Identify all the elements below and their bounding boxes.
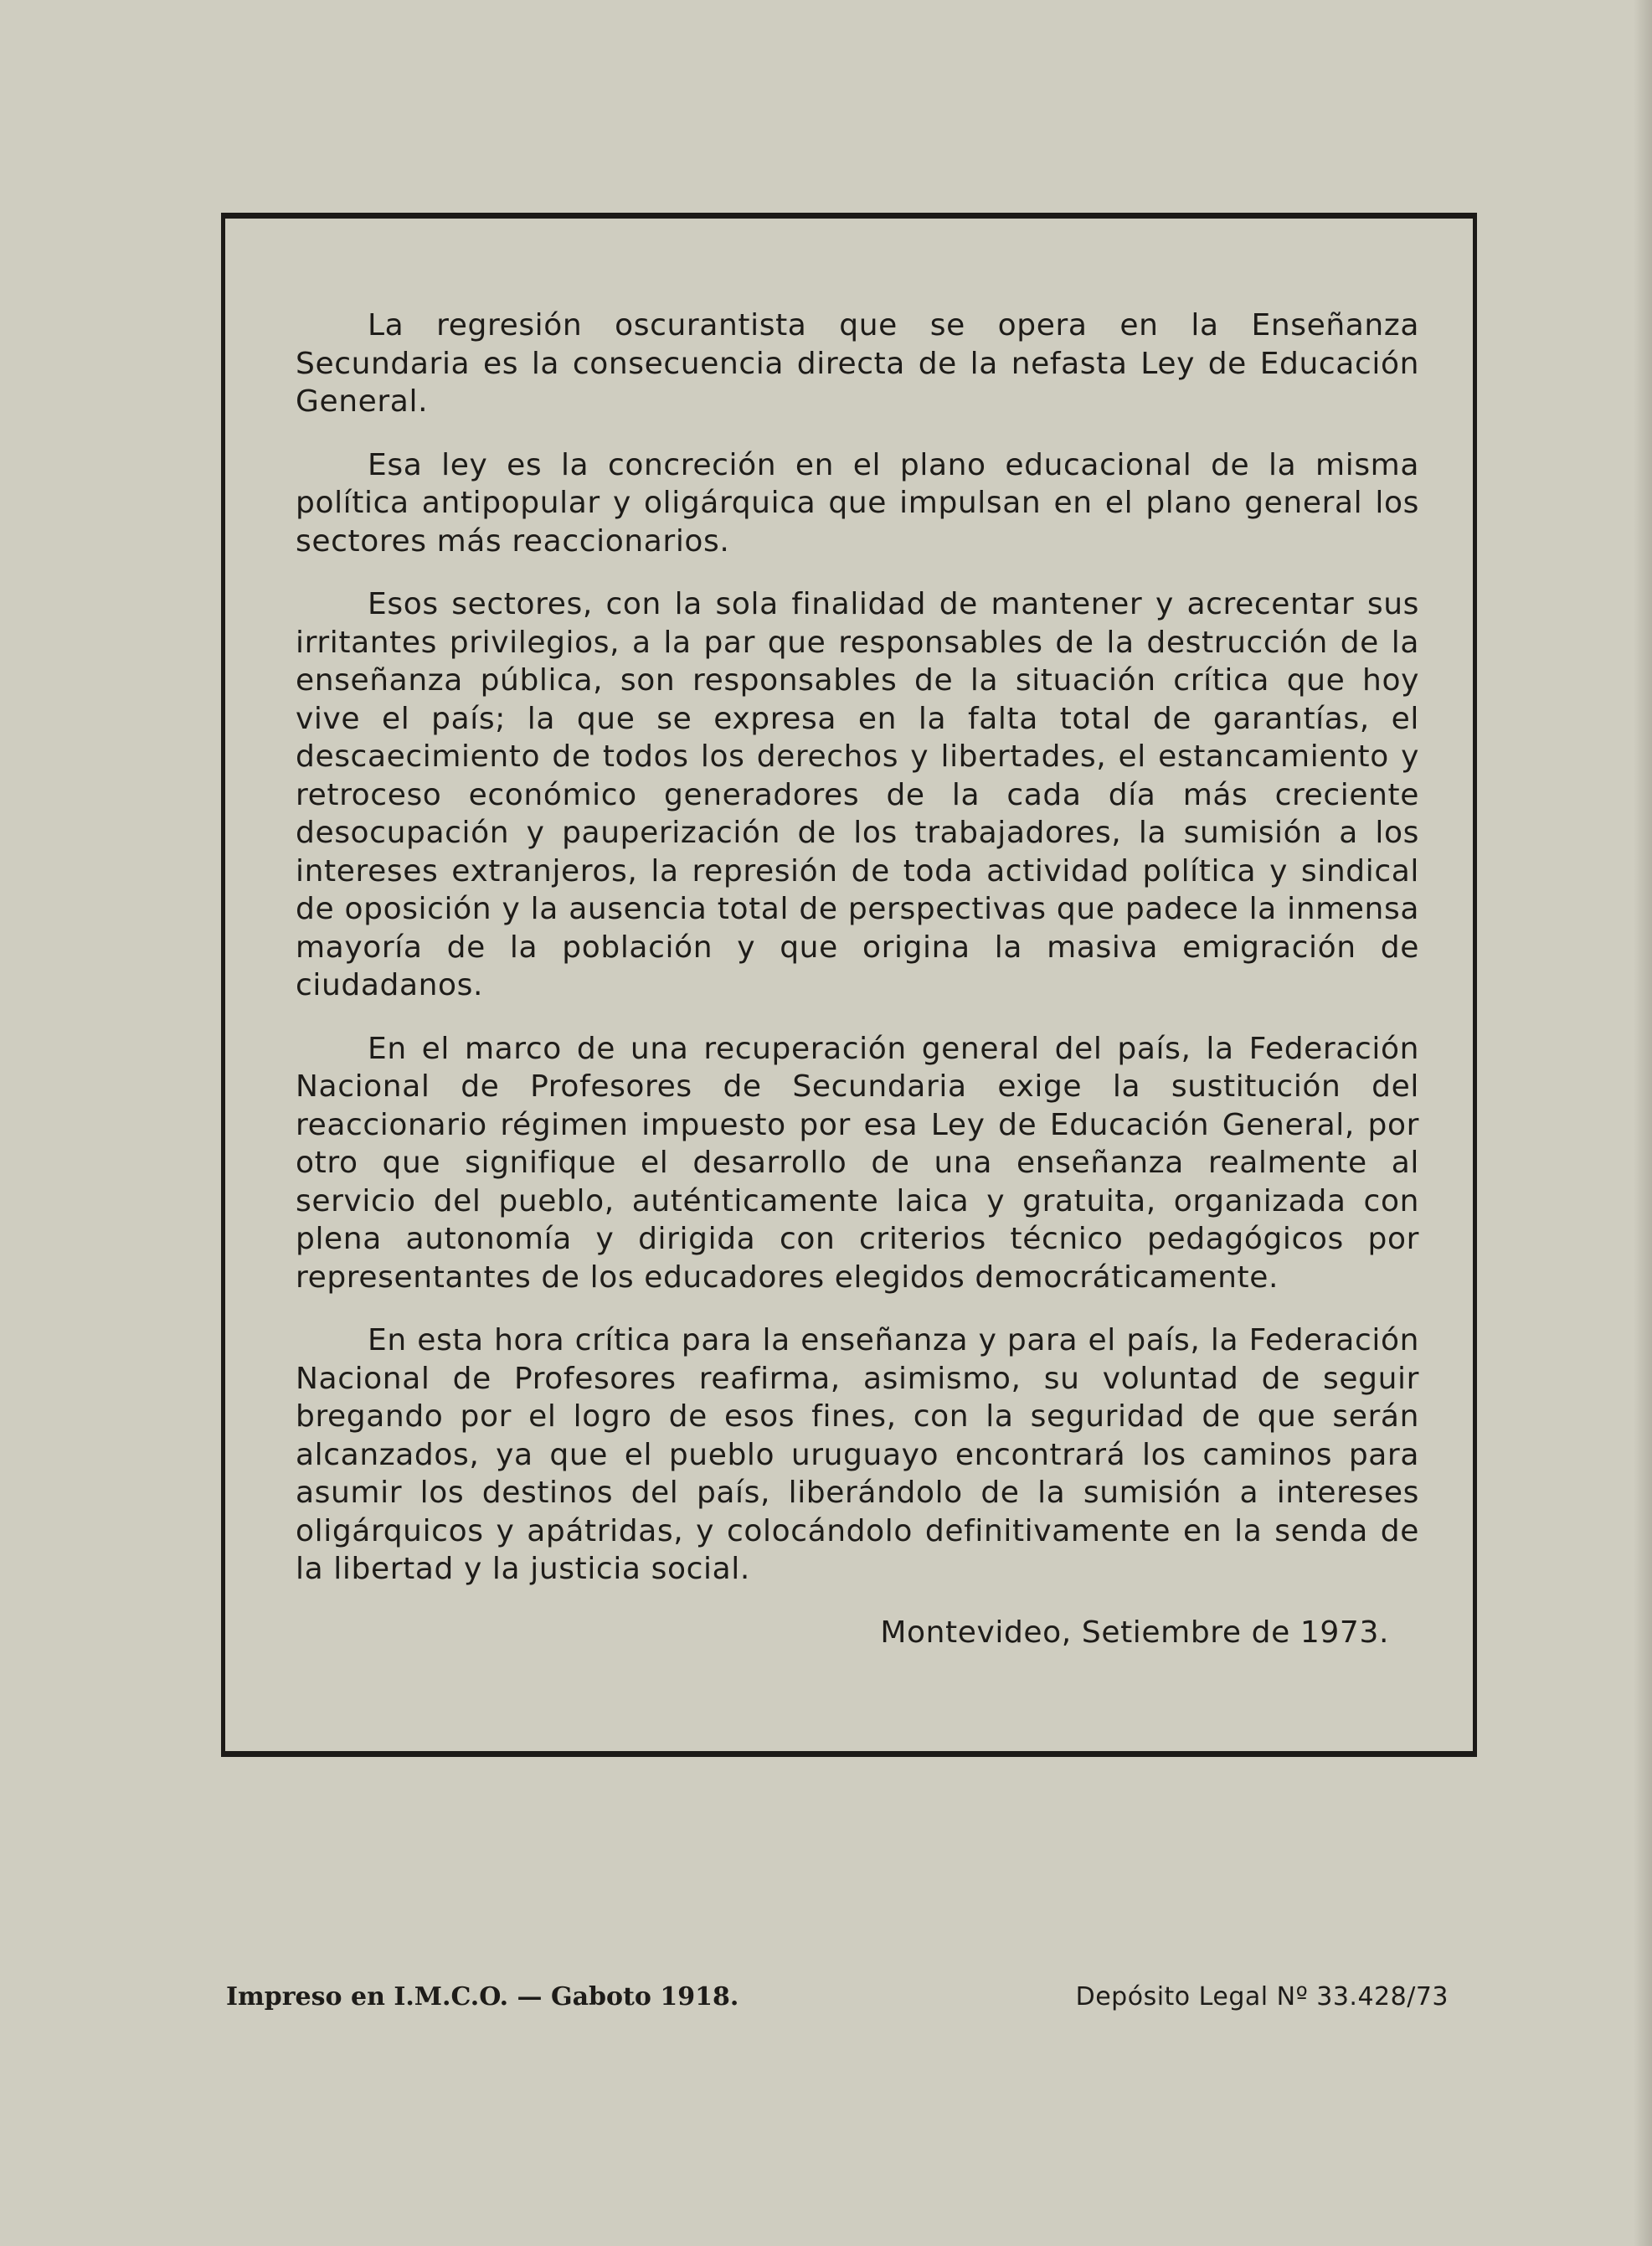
notice-text — [296, 307, 1419, 1651]
notice-box — [221, 213, 1477, 1757]
paragraph-3: Esos sectores, con la sola finalidad de mantener y acrecentar sus irritantes privilegios, a la par que responsables de la destrucción de la enseñanza pública, son responsables de la situación crítica que hoy vive el país; la que se expresa en la falta total de garantías, el descaecimiento de todos los derechos y libertades, el estancamiento y retroceso económico generadores de la cada día más creciente desocupación y pauperización de los trabajadores, la sumisión a los intereses extranjeros, la represión de toda actividad política y sindical de oposición y la ausencia total de perspectivas que padece la inmensa mayoría de la población y que origina la masiva emigración de ciudadanos. — [296, 587, 1419, 1002]
paragraph-5: En esta hora crítica para la enseñanza y para el país, la Federación Nacional de Profesores reafirma, asimismo, su voluntad de seguir bregando por el logro de esos fines, con la seguridad de que serán alcanzados, ya que el pueblo uruguayo encontrará los caminos para asumir los destinos del país, liberándolo de la sumisión a intereses oligárquicos y apátridas, y colocándolo definitivamente en la senda de la libertad y la justicia social. — [296, 1323, 1419, 1586]
page-edge-shadow — [1634, 0, 1652, 2246]
legal-deposit: Depósito Legal Nº 33.428/73 — [1075, 1982, 1449, 2012]
footer — [226, 1981, 1449, 2022]
paragraph-2: Esa ley es la concreción en el plano educacional de la misma política antipopular y oligárquica que impulsan en el plano general los sectores más reaccionarios. — [296, 447, 1419, 559]
place-date-signature: Montevideo, Setiembre de 1973. — [880, 1615, 1389, 1650]
printer-imprint: Impreso en I.M.C.O. — Gaboto 1918. — [226, 1982, 739, 2012]
paragraph-1: La regresión oscurantista que se opera en la Enseñanza Secundaria es la consecuencia directa de la nefasta Ley de Educación General. — [296, 308, 1419, 419]
paragraph-4: En el marco de una recuperación general del país, la Federación Nacional de Profesores de Secundaria exige la sustitución del reaccionario régimen impuesto por esa Ley de Educación General, por otro que signifique el desarrollo de una enseñanza realmente al servicio del pueblo, auténticamente laica y gratuita, organizada con plena autonomía y dirigida con criterios técnico pedagógicos por representantes de los educadores elegidos democráticamente. — [296, 1031, 1419, 1295]
